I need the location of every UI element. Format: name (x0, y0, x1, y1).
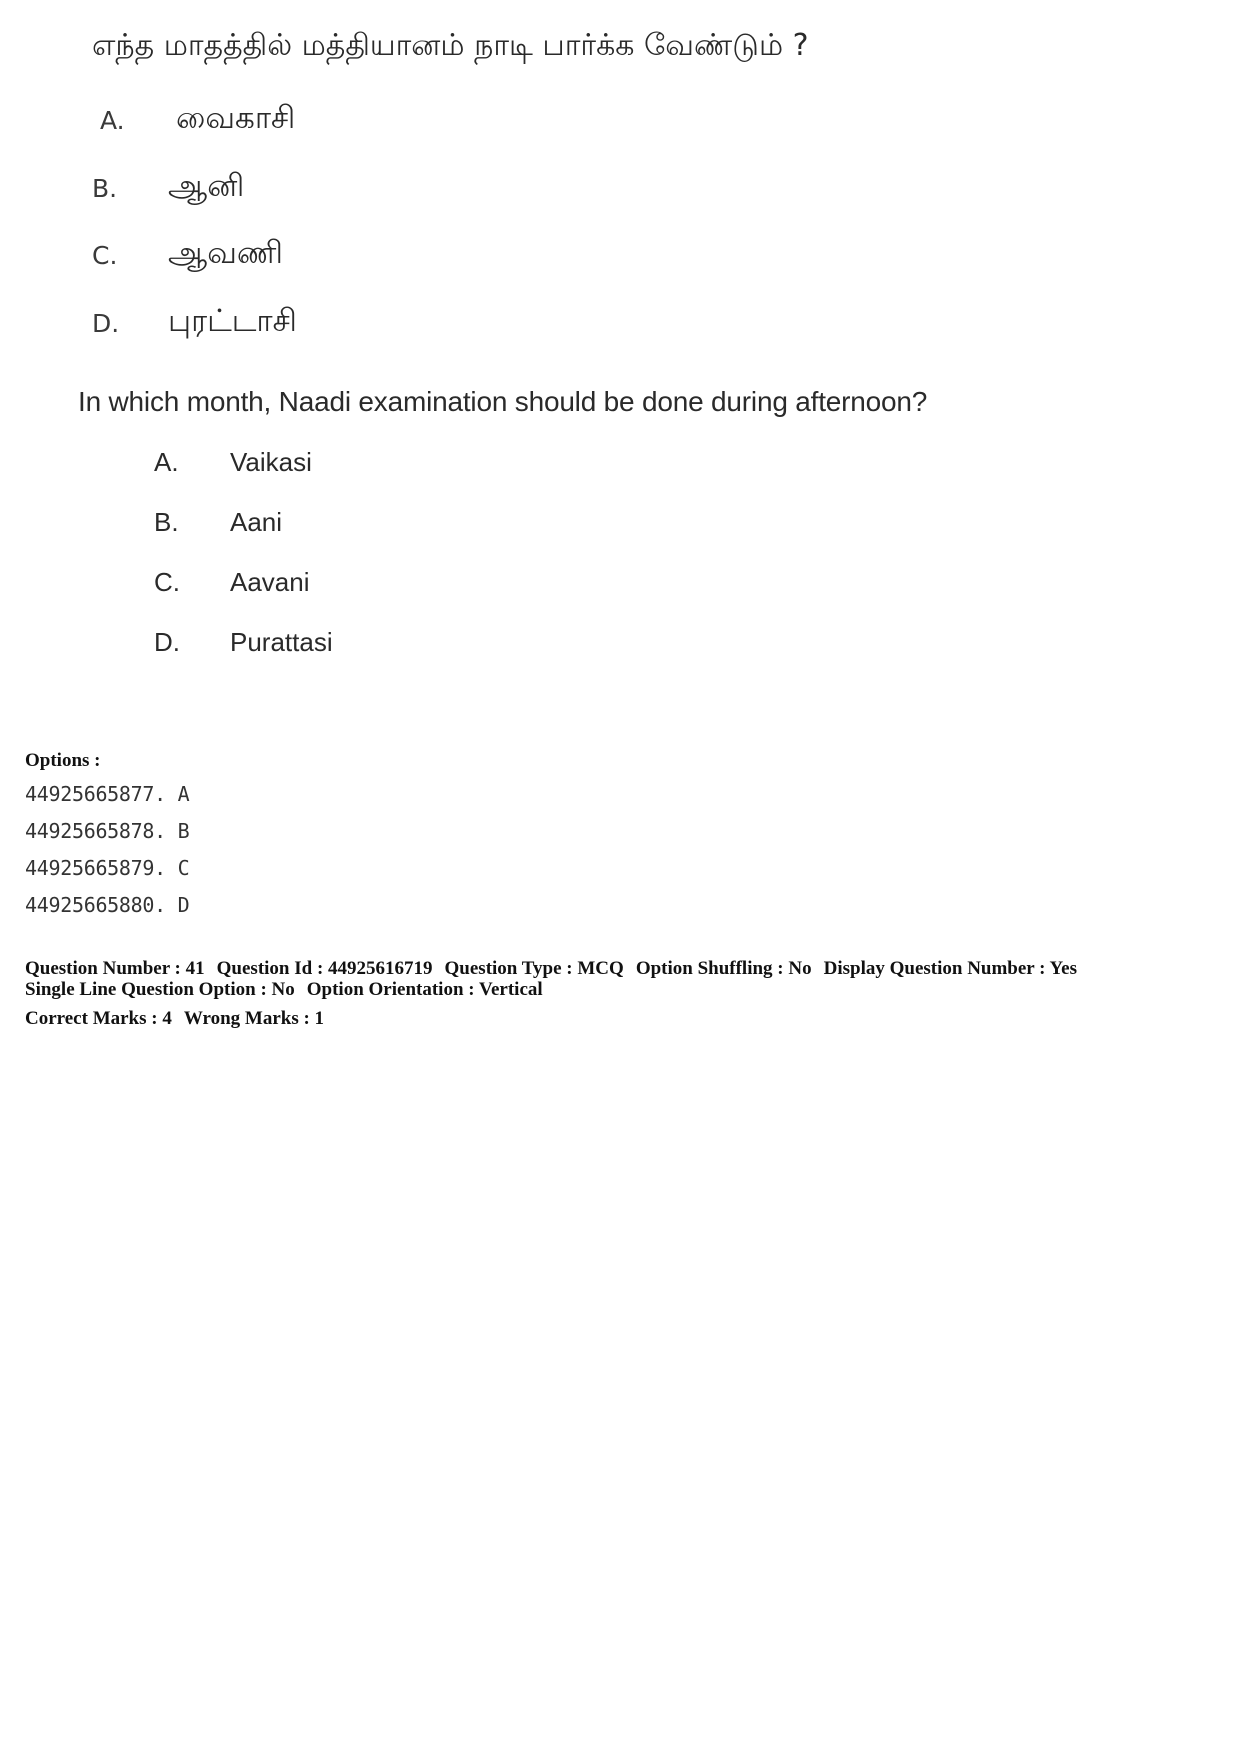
option-text: புரட்டாசி (168, 303, 297, 339)
option-letter: D. (154, 627, 180, 657)
option-letter: B. (92, 174, 118, 203)
option-text: Aavani (230, 567, 310, 597)
question-id: Question Id : 44925616719 (216, 958, 433, 979)
option-item: 44925665878. B (25, 819, 190, 843)
question-meta (25, 958, 1077, 1029)
option-text: வைகாசி (176, 100, 296, 136)
option-text: ஆவணி (168, 235, 283, 271)
option-orientation: Option Orientation : Vertical (306, 979, 543, 1000)
option-letter: C. (154, 567, 180, 597)
option-text: Vaikasi (230, 447, 312, 477)
option-letter: C. (92, 241, 118, 270)
option-item: 44925665879. C (25, 856, 190, 880)
correct-marks: Correct Marks : 4 (25, 1008, 172, 1029)
question-image (0, 0, 1240, 700)
english-question-text: In which month, Naadi examination should be done during afternoon? (78, 386, 928, 417)
options-list (25, 776, 189, 924)
option-text: Aani (230, 507, 283, 537)
option-shuffling: Option Shuffling : No (635, 958, 812, 979)
meta-row-1 (25, 958, 1077, 979)
tamil-question-text: எந்த மாதத்தில் மத்தியானம் நாடி பார்க்க வேண்டும் ? (92, 28, 809, 63)
options-label: Options : (25, 750, 101, 771)
option-letter: B. (154, 507, 179, 537)
display-question-number: Display Question Number : Yes (823, 958, 1077, 979)
option-letter: A. (100, 106, 125, 135)
option-text: ஆனி (168, 168, 245, 204)
option-item: 44925665877. A (25, 782, 190, 806)
option-text: Purattasi (230, 627, 333, 657)
option-letter: D. (92, 309, 120, 338)
question-number: Question Number : 41 (25, 958, 205, 979)
question-type: Question Type : MCQ (444, 958, 624, 979)
meta-row-marks (25, 1008, 1077, 1029)
option-letter: A. (154, 447, 179, 477)
wrong-marks: Wrong Marks : 1 (183, 1008, 325, 1029)
meta-row-2 (25, 979, 1077, 1000)
option-item: 44925665880. D (25, 893, 190, 917)
single-line-option: Single Line Question Option : No (25, 979, 295, 1000)
